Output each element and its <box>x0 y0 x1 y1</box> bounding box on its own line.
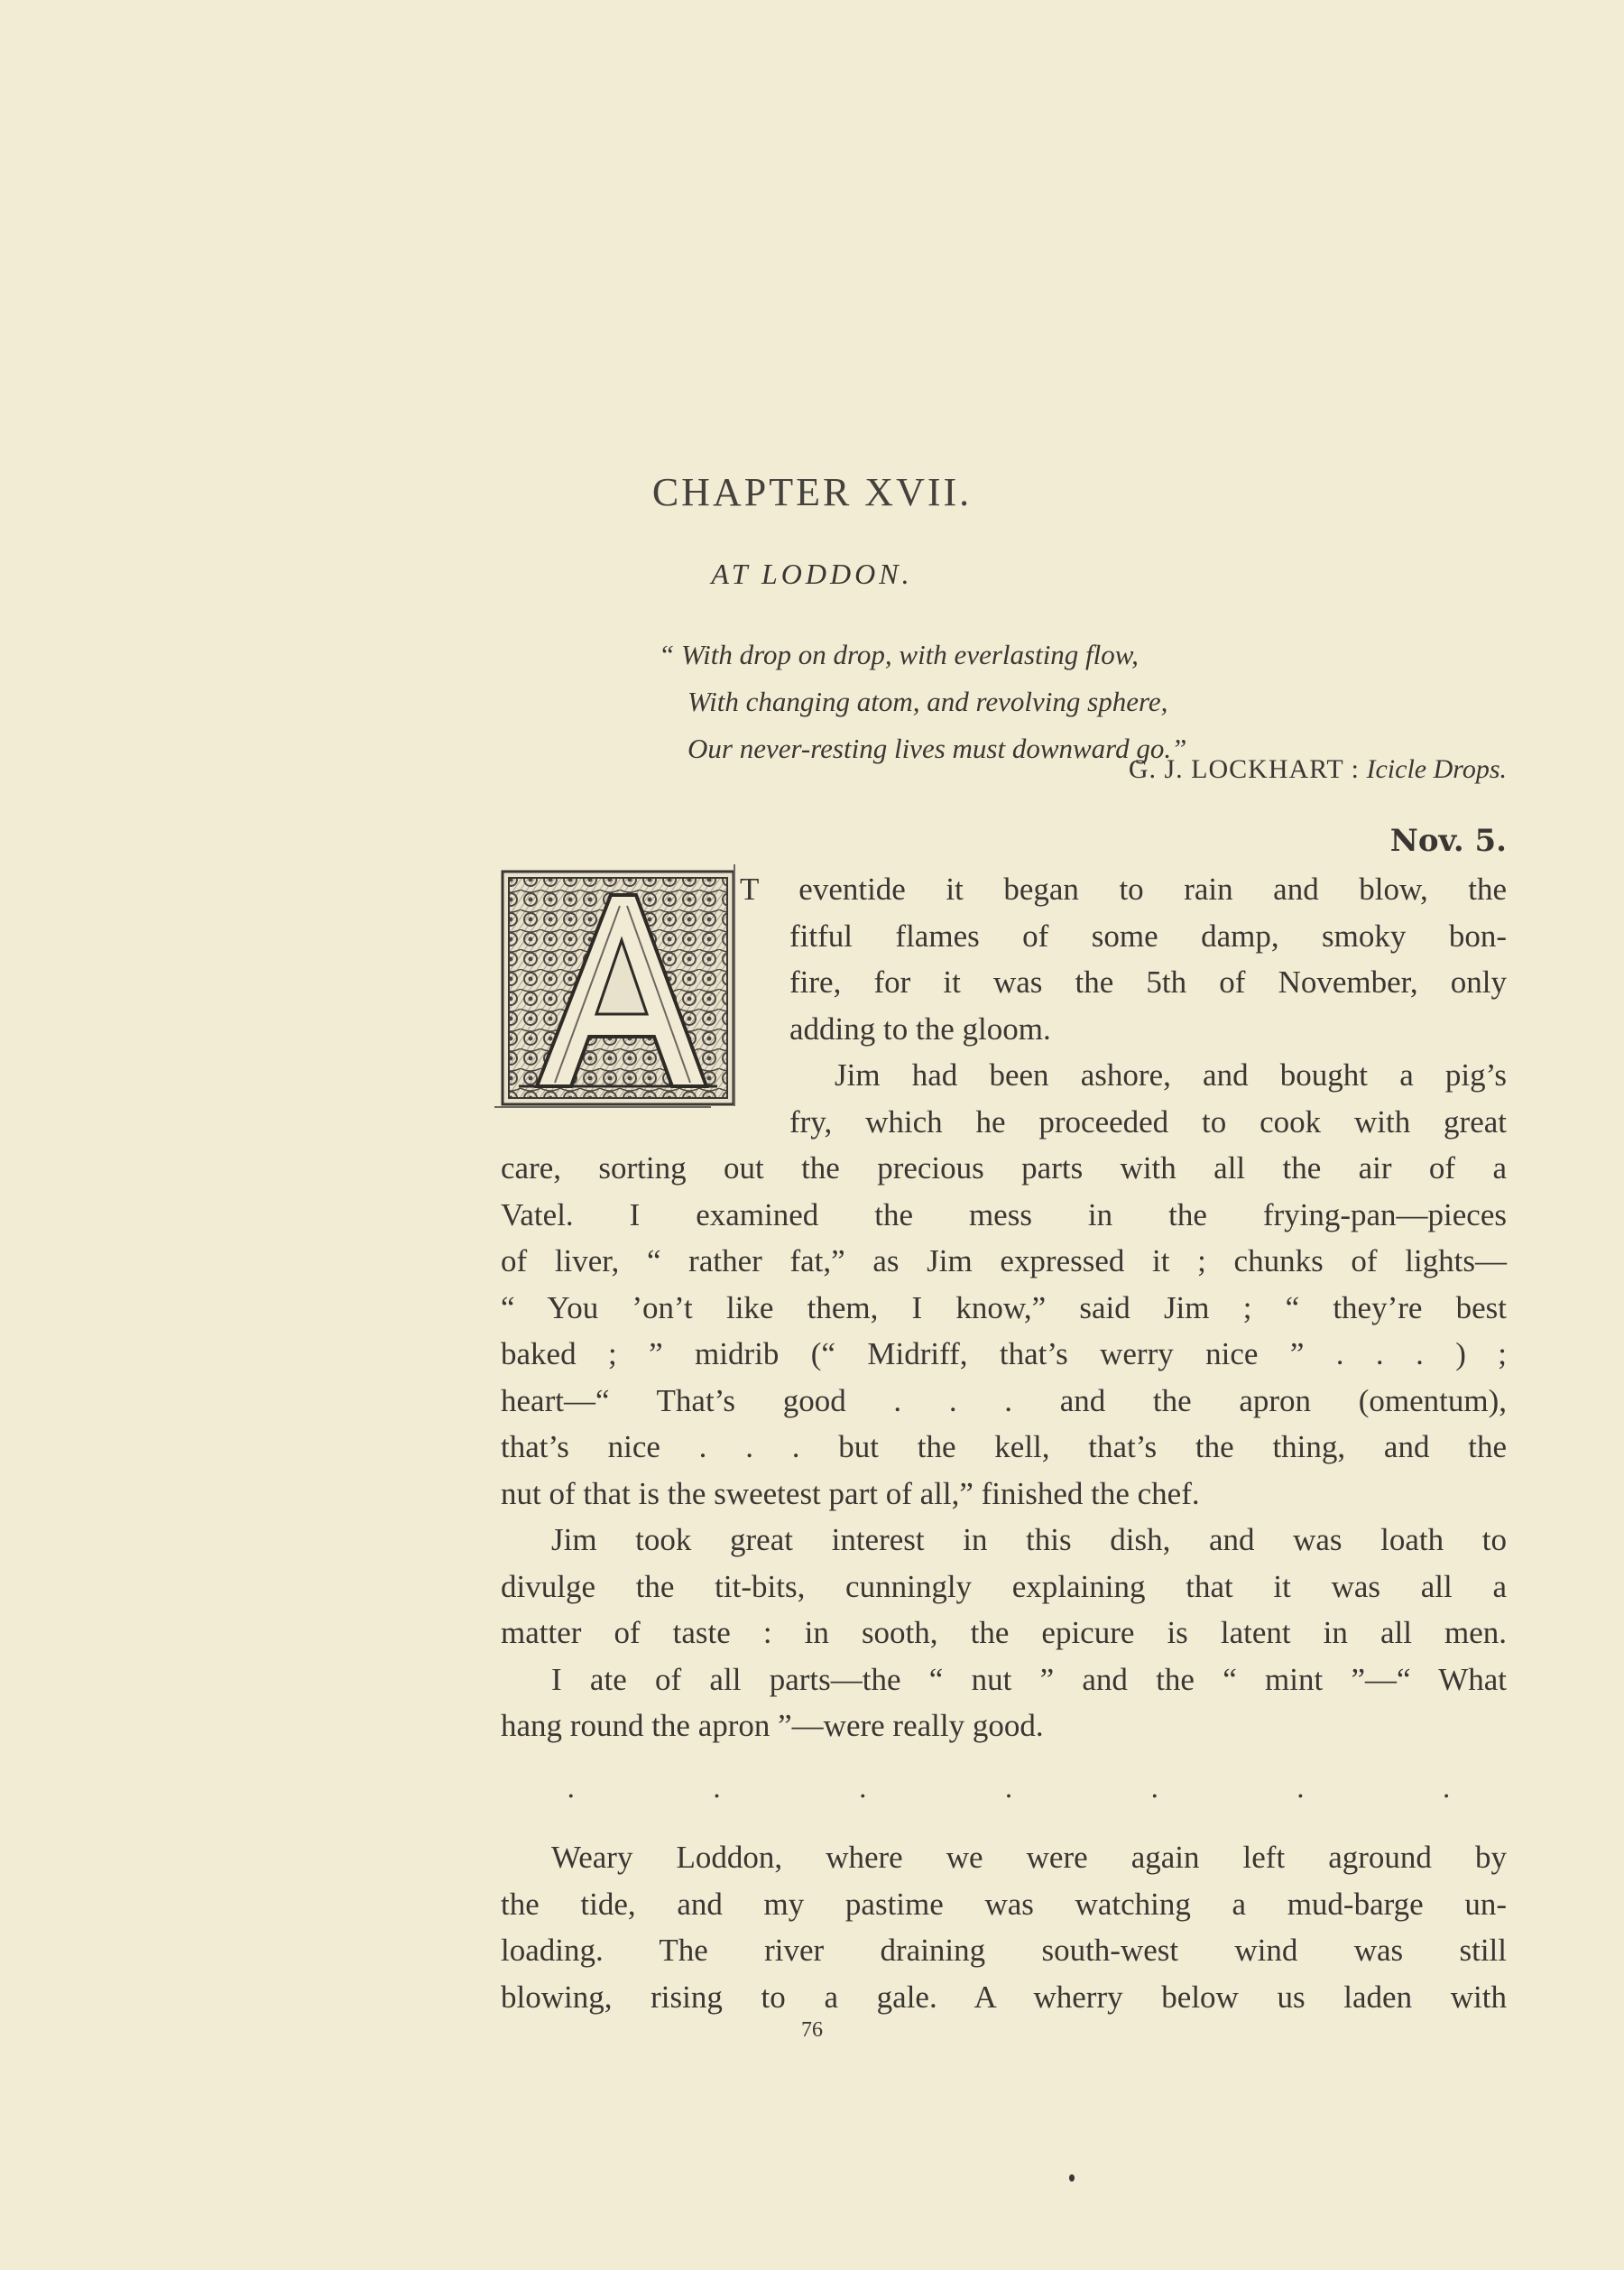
text-line: “ You ’on’t like them, I know,” said Jim ; “ they’re best <box>501 1289 1507 1325</box>
text-line: Vatel. I examined the mess in the frying-pan—pieces <box>501 1196 1507 1232</box>
text-line: heart—“ That’s good . . . and the apron (omentum), <box>501 1382 1507 1418</box>
epigraph-line: “ With drop on drop, with everlasting flow, <box>659 639 1139 670</box>
epigraph-line: With changing atom, and revolving sphere, <box>687 686 1168 717</box>
text-line: matter of taste : in sooth, the epicure is latent in all men. <box>501 1615 1507 1650</box>
text-line: nut of that is the sweetest part of all,” finished the chef. <box>501 1475 1200 1511</box>
body-paragraphs <box>501 1145 1507 1749</box>
text-line: Weary Loddon, where we were again left aground by <box>551 1840 1507 1875</box>
section-break <box>567 1773 1451 1804</box>
date-mark: Nov. 5. <box>1389 823 1507 859</box>
text-line: fry, which he proceeded to cook with great <box>789 1103 1507 1140</box>
break-dot: . <box>1442 1773 1451 1804</box>
chapter-subtitle: AT LODDON. <box>711 558 913 590</box>
epigraph <box>659 632 1516 772</box>
text-line: the tide, and my pastime was watching a mud-barge un- <box>501 1886 1507 1922</box>
text-line: loading. The river draining south-west wind was still <box>501 1933 1507 1968</box>
break-dot: . <box>712 1773 722 1804</box>
closing-paragraph <box>501 1834 1507 2020</box>
text-line: care, sorting out the precious parts with all the air of a <box>501 1150 1507 1186</box>
text-line: fitful flames of some damp, smoky bon- <box>789 918 1507 954</box>
text-line: Jim took great interest in this dish, and was loath to <box>551 1522 1507 1557</box>
text-line: baked ; ” midrib (“ Midriff, that’s werry nice ” . . . ) ; <box>501 1336 1507 1371</box>
text-line: blowing, rising to a gale. A wherry below us laden with <box>501 1979 1507 2015</box>
text-line: T eventide it began to rain and blow, the <box>740 872 1507 907</box>
epigraph-author: G. J. LOCKHART : <box>1128 754 1360 784</box>
break-dot: . <box>567 1773 576 1804</box>
text-line: adding to the gloom. <box>789 1010 1051 1047</box>
text-line: hang round the apron ”—were really good. <box>501 1708 1044 1743</box>
text-line: that’s nice . . . but the kell, that’s the thing, and the <box>501 1429 1507 1464</box>
epigraph-attribution <box>1129 754 1507 785</box>
break-dot: . <box>858 1773 868 1804</box>
text-line: divulge the tit-bits, cunningly explaining that it was all a <box>501 1568 1507 1604</box>
text-line: fire, for it was the 5th of November, only <box>789 964 1507 1000</box>
wrapped-paragraph <box>501 866 1507 1145</box>
ink-speck <box>1069 2174 1075 2182</box>
page-number: 76 <box>801 2018 823 2042</box>
break-dot: . <box>1296 1773 1306 1804</box>
chapter-title: CHAPTER XVII. <box>651 470 973 514</box>
epigraph-work: Icicle Drops. <box>1366 754 1507 784</box>
epigraph-line: Our never-resting lives must downward go.” <box>687 733 1187 764</box>
text-line: I ate of all parts—the “ nut ” and the “ mint ”—“ What <box>551 1661 1507 1697</box>
break-dot: . <box>1004 1773 1013 1804</box>
text-line: of liver, “ rather fat,” as Jim expressed it ; chunks of lights— <box>501 1243 1507 1278</box>
text-line: Jim had been ashore, and bought a pig’s <box>835 1057 1507 1093</box>
break-dot: . <box>1149 1773 1159 1804</box>
